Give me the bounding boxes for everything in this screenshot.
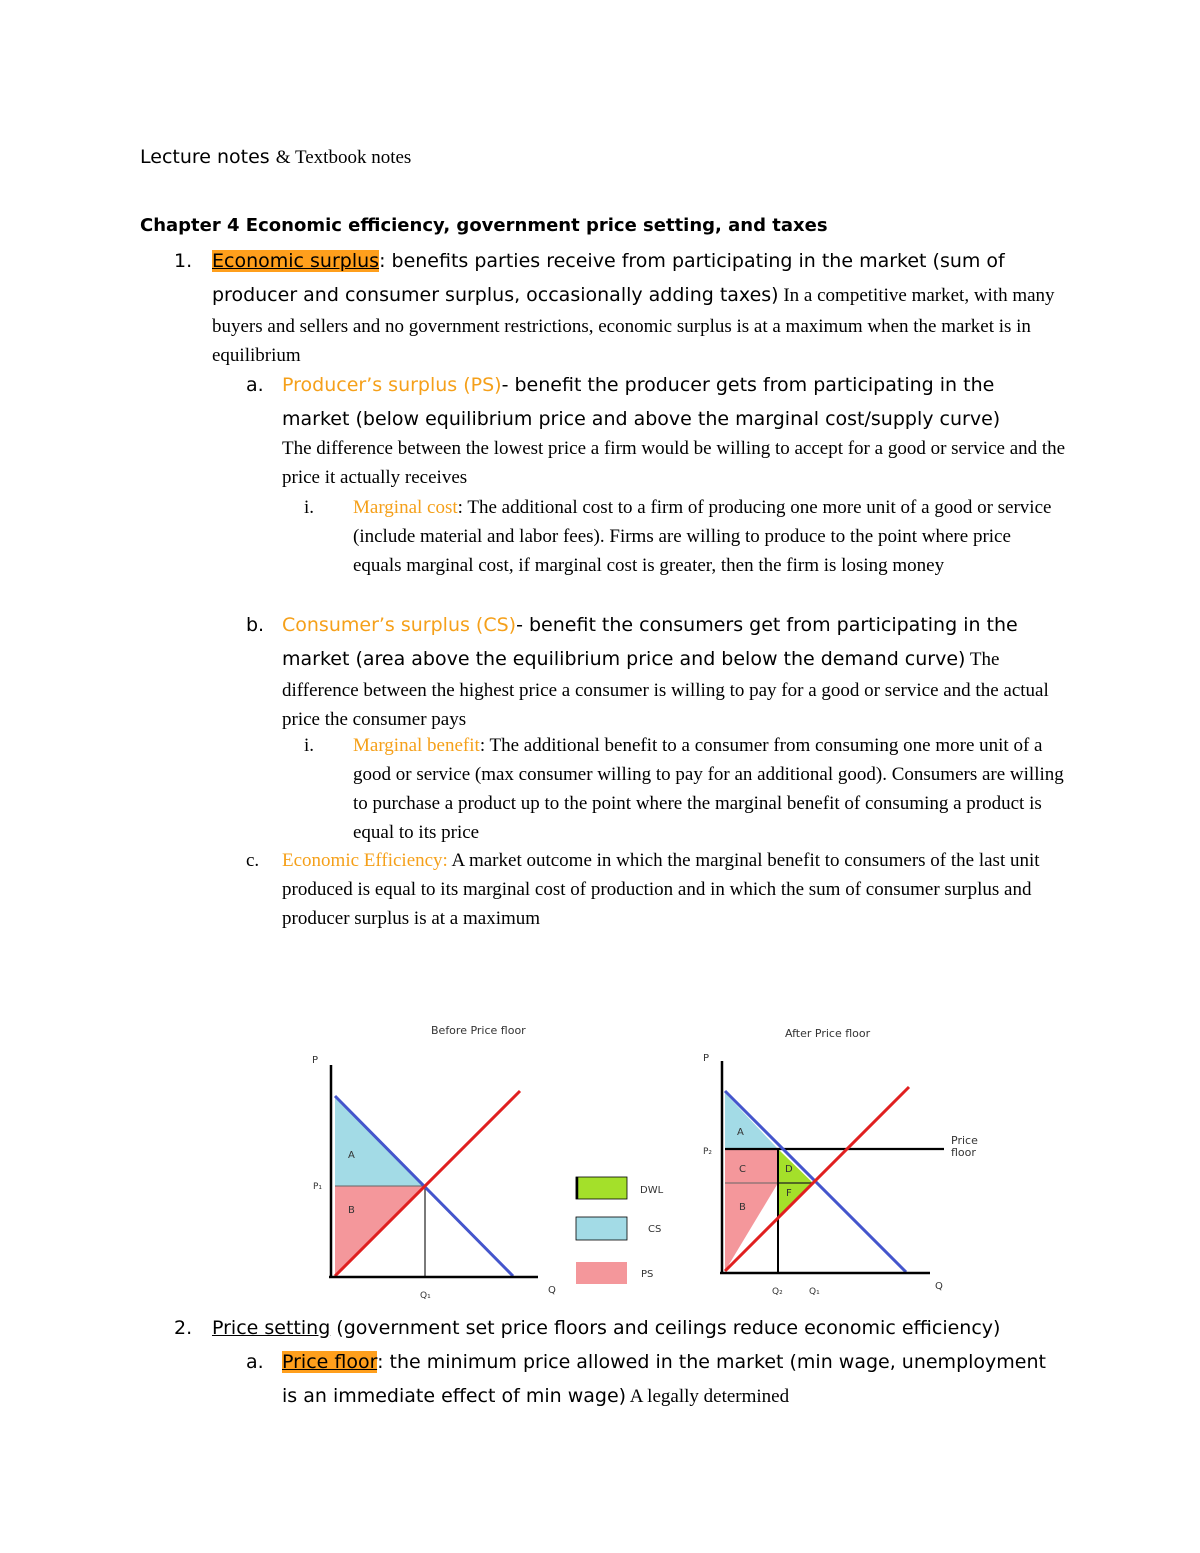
- term-producers-surplus: Producer’s surplus (PS): [282, 374, 502, 396]
- chart-legend: [576, 1177, 664, 1284]
- chart-title-before: Before Price floor: [431, 1024, 526, 1037]
- definition-marginal-cost: : The additional cost to a firm of producing one more unit of a good or service (include material and labor fees). Firms are willing to produce to the point where price equals marginal cost, if marginal cost is greater, then the firm is losing money: [353, 497, 1052, 576]
- legend-label-cs: CS: [648, 1224, 662, 1235]
- item-number: i.: [304, 735, 315, 756]
- price-floor-label-line2: floor: [951, 1146, 976, 1159]
- price-floor-label-line1: Price: [951, 1134, 978, 1147]
- item-price-setting: [174, 1311, 1064, 1345]
- region-label-a: A: [348, 1150, 355, 1161]
- extra-consumers-surplus: The difference between the highest price a consumer is willing to pay for a good or service and the actual price the consumer pays: [282, 649, 1049, 730]
- item-number: a.: [246, 1351, 264, 1373]
- item-marginal-benefit: [304, 731, 1064, 847]
- legend-swatch-ps: [576, 1262, 627, 1284]
- item-number: 2.: [174, 1317, 193, 1339]
- definition-consumers-surplus: - benefit the consumers get from participating in the market (area above the equilibrium price and below the demand curve): [282, 614, 1018, 670]
- axis-label-p: P: [312, 1055, 319, 1066]
- item-number: c.: [246, 850, 260, 871]
- chart-title-after: After Price floor: [785, 1027, 871, 1040]
- item-price-floor: [246, 1345, 1066, 1413]
- term-marginal-cost: Marginal cost: [353, 497, 458, 518]
- region-label-d: D: [785, 1164, 793, 1175]
- header-title-a: Lecture notes: [140, 146, 270, 168]
- term-price-floor: Price floor: [282, 1351, 378, 1373]
- price-label-p2: P₂: [703, 1147, 713, 1157]
- region-label-b: B: [739, 1202, 746, 1213]
- region-label-b: B: [348, 1205, 355, 1216]
- definition-price-floor: the minimum price allowed in the market (min wage, unemployment is an immediate effect of min wage): [282, 1351, 1046, 1407]
- item-economic-efficiency: [246, 846, 1066, 933]
- term-consumers-surplus: Consumer’s surplus (CS): [282, 614, 517, 636]
- axis-label-q: Q: [548, 1285, 556, 1296]
- item-economic-surplus: [174, 244, 1064, 370]
- term-economic-surplus: Economic surplus: [212, 250, 380, 272]
- axis-label-p: P: [703, 1053, 710, 1064]
- extra-producers-surplus: The difference between the lowest price a firm would be willing to accept for a good or service and the price it actually receives: [282, 438, 1066, 488]
- item-producers-surplus: [246, 368, 1066, 492]
- quantity-label-q1: Q₁: [420, 1291, 431, 1301]
- term-price-setting: Price setting: [212, 1317, 331, 1339]
- legend-swatch-dwl: [576, 1177, 627, 1199]
- extra-economic-surplus: In a competitive market, with many buyers and sellers and no government restrictions, economic surplus is at a maximum when the market is in equilibrium: [212, 285, 1055, 366]
- quantity-label-q1: Q₁: [809, 1287, 820, 1297]
- term-marginal-benefit: Marginal benefit: [353, 735, 480, 756]
- chart-after-price-floor: [703, 1027, 978, 1297]
- definition-price-setting: (government set price floors and ceilings reduce economic efficiency): [330, 1317, 1001, 1339]
- item-number: i.: [304, 497, 315, 518]
- definition-economic-surplus: benefits parties receive from participating in the market (sum of producer and consumer surplus, occasionally adding taxes): [212, 250, 1005, 306]
- term-colon: :: [377, 1351, 384, 1373]
- extra-price-floor: A legally determined: [626, 1386, 790, 1407]
- legend-label-dwl: DWL: [640, 1185, 664, 1196]
- legend-label-ps: PS: [641, 1269, 654, 1280]
- region-c-ps: [725, 1149, 778, 1183]
- definition-marginal-benefit: : The additional benefit to a consumer from consuming one more unit of a good or service (max consumer willing to pay for an additional good). Consumers are willing to purchase a product up to the point where the marginal benefit of consuming a product is equal to its price: [353, 735, 1064, 843]
- item-number: 1.: [174, 250, 193, 272]
- region-label-c: C: [739, 1164, 746, 1175]
- page-header: [140, 146, 411, 169]
- chart-before-price-floor: [312, 1024, 556, 1301]
- term-colon: :: [379, 250, 386, 272]
- price-label-p1: P₁: [313, 1182, 323, 1192]
- definition-producers-surplus: - benefit the producer gets from participating in the market (below equilibrium price and above the marginal cost/supply curve): [282, 374, 1001, 430]
- legend-swatch-cs: [576, 1217, 627, 1240]
- axis-label-q: Q: [935, 1281, 943, 1292]
- item-number: a.: [246, 374, 264, 396]
- header-title-b: & Textbook notes: [275, 147, 412, 168]
- quantity-label-q2: Q₂: [772, 1287, 783, 1297]
- region-label-a: A: [737, 1127, 744, 1138]
- item-consumers-surplus: [246, 608, 1066, 734]
- region-label-f: F: [786, 1188, 792, 1199]
- region-a-cs: [725, 1093, 778, 1149]
- chapter-title: Chapter 4 Economic efficiency, government price setting, and taxes: [140, 215, 828, 236]
- term-economic-efficiency: Economic Efficiency:: [282, 850, 448, 871]
- item-number: b.: [246, 614, 265, 636]
- definition-economic-efficiency: A market outcome in which the marginal benefit to consumers of the last unit produced is equal to its marginal cost of production and in which the sum of consumer surplus and producer surplus is at a maximum: [282, 850, 1040, 929]
- item-marginal-cost: [304, 493, 1064, 580]
- price-floor-charts: [300, 1015, 1000, 1310]
